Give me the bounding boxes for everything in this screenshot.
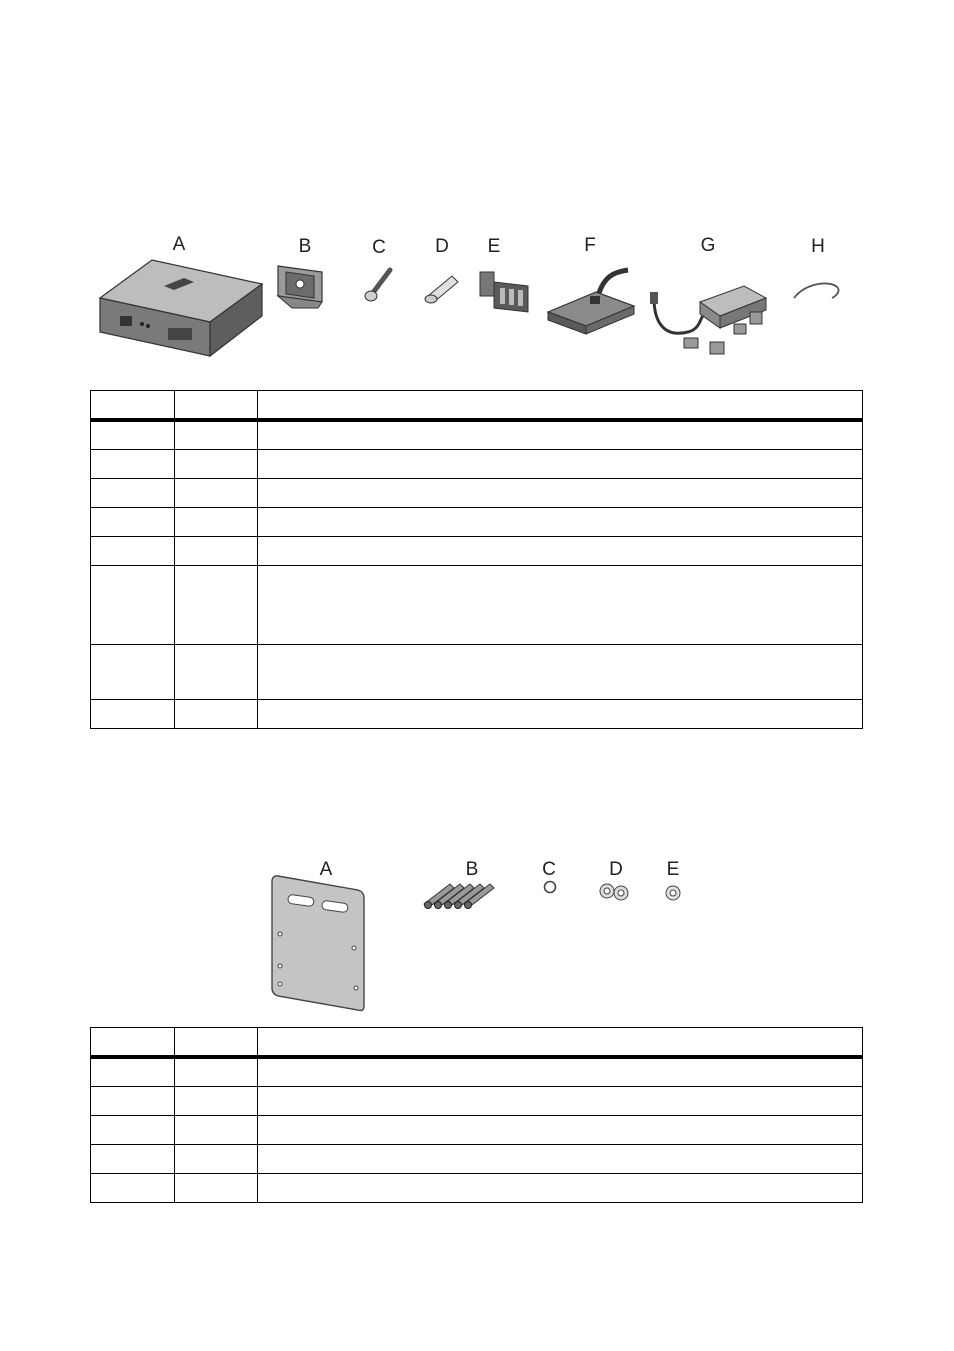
figure1-label-h: H	[811, 236, 825, 257]
table-row	[91, 1144, 863, 1173]
table-header-cell	[258, 391, 863, 421]
parts-table-2	[90, 1027, 863, 1203]
screw-icon	[364, 266, 396, 304]
figure2-label-c: C	[542, 859, 556, 880]
table-row	[91, 699, 863, 728]
module-board-icon	[544, 266, 636, 338]
table-row	[91, 644, 863, 699]
lock-washer-icon	[664, 884, 682, 902]
table-header-row	[91, 1028, 863, 1058]
table-row	[91, 507, 863, 536]
table-row	[91, 1086, 863, 1115]
table-row	[91, 420, 863, 449]
figure1-label-a: A	[172, 234, 186, 255]
table-header-cell	[175, 391, 258, 421]
mounting-plate-icon	[268, 872, 368, 1014]
figure1-label-b: B	[298, 236, 312, 257]
figure2-label-d: D	[609, 859, 623, 880]
washers-icon	[598, 882, 632, 902]
device-box-icon	[96, 258, 266, 358]
figure1-label-c: C	[372, 237, 386, 258]
table-row	[91, 449, 863, 478]
table-header-cell	[258, 1028, 863, 1058]
table-header-cell	[91, 391, 175, 421]
table-row	[91, 1057, 863, 1086]
table-header-cell	[91, 1028, 175, 1058]
wall-plug-icon	[422, 270, 462, 304]
screws-plugs-set-icon	[420, 876, 500, 910]
table-row	[91, 1173, 863, 1202]
table-header-row	[91, 391, 863, 421]
table-row	[91, 536, 863, 565]
cable-loop-icon	[792, 278, 844, 304]
wall-bracket-icon	[272, 262, 330, 312]
parts-table-1	[90, 390, 863, 729]
figure1-label-e: E	[487, 236, 501, 257]
power-supply-icon	[648, 282, 774, 358]
terminal-connector-icon	[476, 268, 532, 314]
figure2-label-a: A	[319, 859, 333, 880]
table-row	[91, 478, 863, 507]
figure1-label-f: F	[584, 235, 596, 256]
figure2-label-b: B	[465, 859, 479, 880]
ring-icon	[542, 879, 558, 895]
table-row	[91, 565, 863, 644]
table-header-cell	[175, 1028, 258, 1058]
figure2-label-e: E	[666, 859, 680, 880]
table-row	[91, 1115, 863, 1144]
figure1-label-g: G	[700, 235, 716, 256]
figure1-label-d: D	[435, 236, 449, 257]
